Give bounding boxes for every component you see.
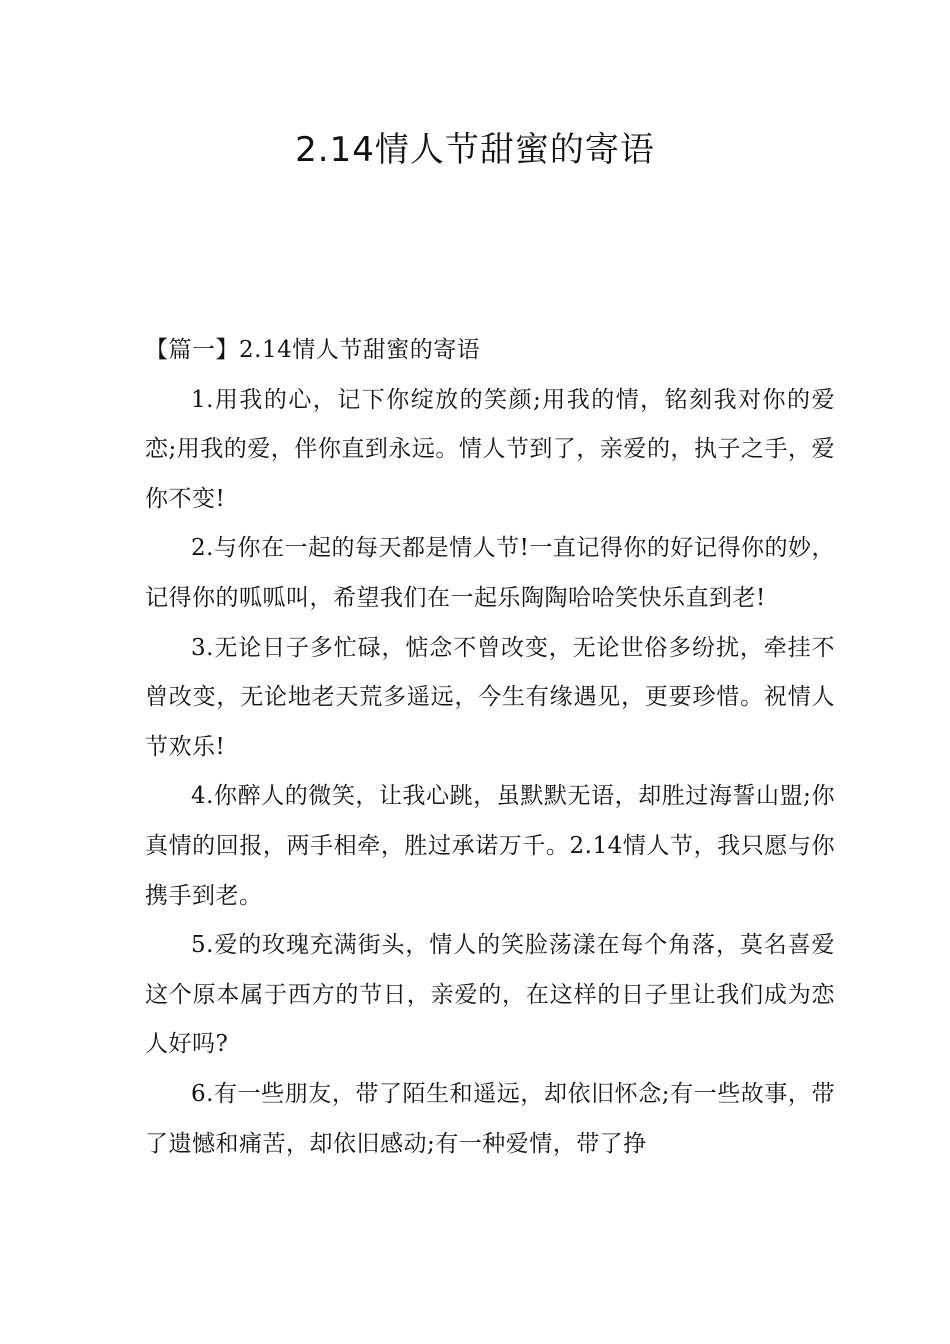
paragraph-2: 2.与你在一起的每天都是情人节!一直记得你的好记得你的妙，记得你的呱呱叫，希望我们在一起乐陶陶哈哈笑快乐直到老! (145, 535, 835, 611)
paragraph-1: 1.用我的心，记下你绽放的笑颜;用我的情，铭刻我对你的爱恋;用我的爱，伴你直到永远。情人节到了，亲爱的，执子之手，爱你不变! (145, 386, 835, 512)
paragraph-5: 5.爱的玫瑰充满街头，情人的笑脸荡漾在每个角落，莫名喜爱这个原本属于西方的节日，亲爱的，在这样的日子里让我们成为恋人好吗? (145, 932, 835, 1058)
document-title: 2.14情人节甜蜜的寄语 (295, 130, 655, 170)
paragraph-6: 6.有一些朋友，带了陌生和遥远，却依旧怀念;有一些故事，带了遗憾和痛苦，却依旧感动;有一种爱情，带了挣 (145, 1080, 835, 1157)
paragraph-3: 3.无论日子多忙碌，惦念不曾改变，无论世俗多纷扰，牵挂不曾改变，无论地老天荒多遥远，今生有缘遇见，更要珍惜。祝情人节欢乐! (145, 634, 835, 760)
section-heading: 【篇一】2.14情人节甜蜜的寄语 (145, 337, 481, 363)
paragraph-4: 4.你醉人的微笑，让我心跳，虽默默无语，却胜过海誓山盟;你真情的回报，两手相牵，胜过承诺万千。2.14情人节，我只愿与你携手到老。 (145, 783, 835, 909)
document-body (145, 326, 835, 1169)
